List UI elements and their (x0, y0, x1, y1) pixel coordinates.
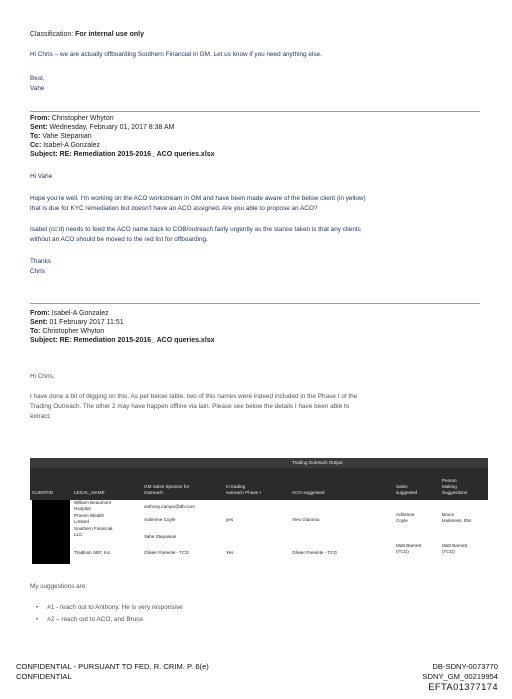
col-header-sponsor: GM Sales Sponsor for Outreach (144, 484, 190, 495)
email1-para2-line2: without an ACO should be moved to the red list for offboarding. (30, 236, 208, 243)
email1-para1-line2: that is due for KYC remediation but doesn't have an ACO assigned. Are you able to propose an ACO? (30, 205, 318, 212)
col-header-legal-name: LEGAL_NAME (74, 490, 105, 495)
outreach-table (30, 458, 488, 566)
classification-value: For internal use only (75, 31, 144, 38)
email2-para1-line2: Trading Outreach. The other 2 may have happen offline via lain. Please see below the details I have been able to (30, 403, 350, 410)
table-cell-sponsor: anthony.campo@db.com (144, 504, 195, 509)
classification-line (30, 30, 144, 39)
email2-to: To: Christopher Whyton (30, 328, 105, 335)
table-group-header-row (30, 458, 488, 468)
email1-sent: Sent: Wednesday, February 01, 2017 8:38 AM (30, 124, 175, 131)
table-cell-sponsor: Adrienne Coyle (144, 517, 176, 522)
redaction-block (32, 500, 70, 564)
table-cell-legal-name: Tradition SEF, Inc. (74, 550, 112, 555)
suggestion-item: • #1 - reach out to Anthony. He is very responsive (36, 604, 183, 611)
table-cell-aco: Alex Giannou (292, 517, 320, 522)
email2-from: From: Isabel-A Gonzalez (30, 310, 109, 317)
email2-greeting: Hi Chris, (30, 373, 55, 380)
table-cell-aco: Olivier Pariente - TCG (292, 550, 338, 555)
footer-right: DB-SDNY-0073770 SDNY_GM_00219954 EFTA01377174 (422, 662, 498, 692)
email2-para1-line1: I have done a bit of digging on this. As per below table, two of this names were indeed included in the Phase I of the (30, 393, 358, 400)
email1-to: To: Vahe Stepanian (30, 133, 92, 140)
table-cell-sponsor: Olivier Pariente - TCG (144, 550, 190, 555)
bullet-icon: • (36, 616, 39, 623)
footer-left: CONFIDENTIAL - PURSUANT TO FED. R. CRIM. P. 6(e) CONFIDENTIAL (16, 662, 209, 681)
email2-subject: Subject: RE: Remediation 2015-2016_ ACO queries.xlsx (30, 337, 215, 344)
separator-rule (30, 111, 480, 112)
email1-cc: Cc: Isabel-A Gonzalez (30, 142, 101, 149)
email1-para2-line1: Isabel (cc'd) needs to feed the ACO name back to COB/outreach fairly urgently as the stance taken is that any clients (30, 226, 361, 233)
table-cell-legal-name: Proven Wealth Limited (74, 513, 105, 524)
col-header-sales: Sales suggested (396, 484, 418, 495)
email1-greeting: Hi Vahe (30, 173, 53, 180)
email2-sent: Sent: 01 February 2017 11:51 (30, 319, 124, 326)
email1-closing: Thanks (30, 258, 51, 265)
table-cell-in-trading: yes (226, 517, 234, 522)
table-cell-sales: Matt Barnett (TCG) (396, 543, 422, 554)
suggestion-item: • #2 – reach out to ACO, and Bruce. (36, 616, 145, 623)
table-cell-person: Matt Barnett (TCG) (442, 543, 468, 554)
table-cell-sponsor: Vahe Stepanian (144, 534, 177, 539)
col-header-clientid: CLIENTID (32, 490, 53, 495)
bullet-icon: • (36, 604, 39, 611)
email1-signature: Chris (30, 268, 45, 275)
separator-rule (30, 303, 480, 304)
table-cell-legal-name: William Beaumont Hospital (74, 500, 112, 511)
group-header-label: Trading Outreach Output (292, 460, 343, 465)
table-cell-person: Bruce Harkness, EM (442, 512, 471, 523)
email1-from: From: Christopher Whyton (30, 115, 114, 122)
email1-subject: Subject: RE: Remediation 2015-2016_ ACO queries.xlsx (30, 151, 215, 158)
email2-para1-line3: extract: (30, 413, 51, 420)
suggestions-intro: My suggestions are: (30, 583, 88, 590)
table-cell-legal-name: Southern Financial, LLC (74, 526, 114, 537)
col-header-aco: ACO suggested (292, 490, 325, 495)
top-message-closing: Best, (30, 75, 45, 82)
top-message-signature: Vahe (30, 85, 45, 92)
table-cell-sales: Adrienne Coyle (396, 512, 415, 523)
classification-label: Classification: (30, 31, 74, 38)
col-header-in-trading: In trading outreach Phase I (226, 484, 261, 495)
top-message-body: Hi Chris – we are actually offboarding Southern Financial in GM. Let us know if you need anything else. (30, 51, 322, 58)
email1-para1-line1: Hope you're well. I'm working on the ACO workstream in GM and have been made aware of the below client (in yellow) (30, 195, 366, 202)
table-cell-in-trading: Yes (226, 550, 234, 555)
col-header-person: Person Making Suggestions (442, 478, 468, 495)
